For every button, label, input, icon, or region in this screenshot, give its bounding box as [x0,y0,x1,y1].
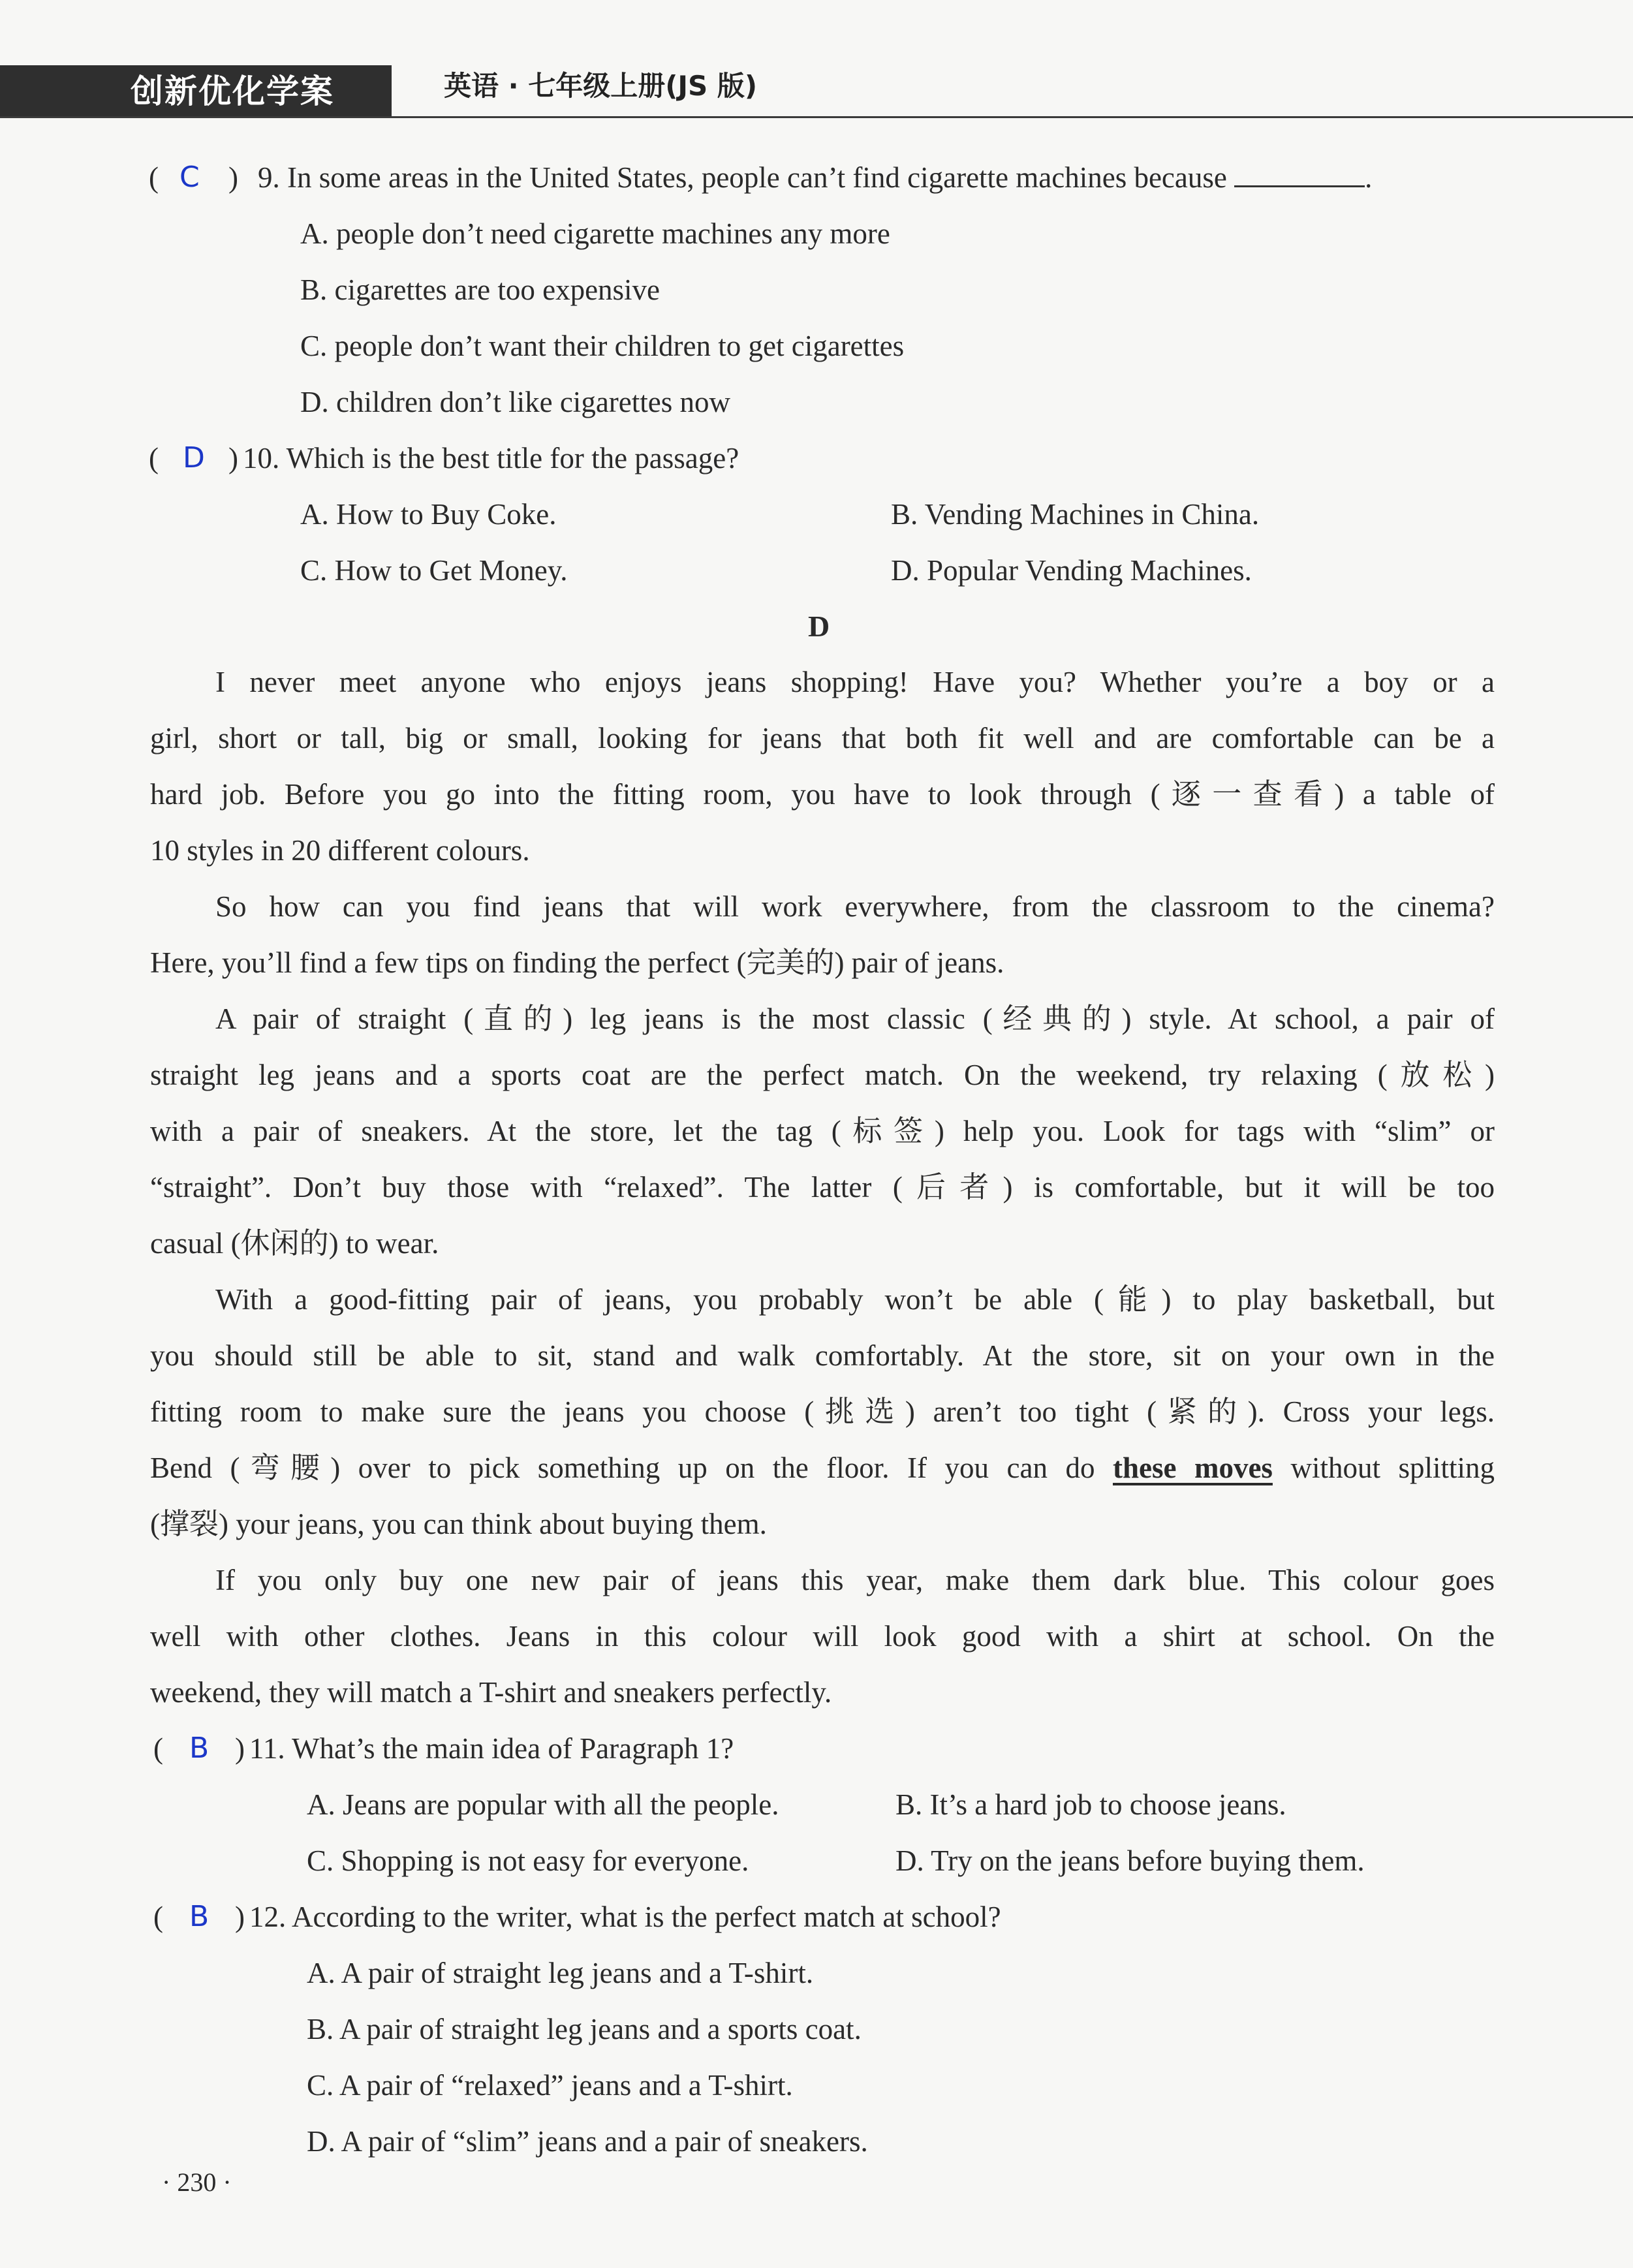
q10-option-b: B. Vending Machines in China. [891,498,1260,531]
passage-line: weekend, they will match a T-shirt and sneakers perfectly. [150,1676,832,1709]
bend-text-end: without splitting [1290,1452,1495,1484]
passage-line: fitting room to make sure the jeans you choose (挑选) aren’t too tight (紧的). Cross your legs. [150,1395,1495,1428]
q12-option-d: D. A pair of “slim” jeans and a pair of sneakers. [307,2125,868,2158]
q9-answer: C [179,161,200,194]
passage-line: Here, you’ll find a few tips on finding the perfect (完美的) pair of jeans. [150,946,1004,979]
passage-line: well with other clothes. Jeans in this colour will look good with a shirt at school. On the [150,1620,1495,1653]
q9-option-b: B. cigarettes are too expensive [300,273,661,306]
q11-stem: 11. What’s the main idea of Paragraph 1? [249,1732,734,1765]
q9-stem-text: 9. In some areas in the United States, people can’t find cigarette machines because [258,161,1227,194]
q10-paren-right: ) [228,442,238,474]
q10-stem: 10. Which is the best title for the passage? [243,442,739,474]
passage-line: A pair of straight (直的) leg jeans is the most classic (经典的) style. At school, a pair of [215,1002,1495,1035]
q9-option-d: D. children don’t like cigarettes now [300,386,730,418]
q9-stem-end: . [1365,161,1373,194]
q11-option-a: A. Jeans are popular with all the people. [307,1788,779,1821]
passage-line: So how can you find jeans that will work everywhere, from the classroom to the cinema? [215,890,1495,923]
q12-option-a: A. A pair of straight leg jeans and a T-shirt. [307,1957,814,1989]
q11-option-c: C. Shopping is not easy for everyone. [307,1844,749,1877]
subject-title: 英语 · 七年级上册(JS 版) [444,70,758,102]
q11-paren-right: ) [235,1732,245,1765]
q11-option-d: D. Try on the jeans before buying them. [895,1844,1365,1877]
q10-answer: D [183,441,205,474]
q9-blank [1234,159,1365,187]
passage-line: with a pair of sneakers. At the store, let the tag (标签) help you. Look for tags with “slim” or [150,1115,1495,1147]
passage-title: D [808,610,830,643]
q12-answer: B [189,1900,210,1933]
q10-paren-left: ( [149,442,159,474]
q9-paren-left: ( [149,161,159,194]
q11-option-b: B. It’s a hard job to choose jeans. [895,1788,1286,1821]
passage-line: “straight”. Don’t buy those with “relaxed”. The latter (后者) is comfortable, but it will be too [150,1171,1495,1204]
q12-option-b: B. A pair of straight leg jeans and a sports coat. [307,2013,862,2045]
passage-line: hard job. Before you go into the fitting room, you have to look through (逐一查看) a table of [150,778,1495,811]
passage-line: I never meet anyone who enjoys jeans shopping! Have you? Whether you’re a boy or a [215,666,1495,698]
bend-text: Bend (弯腰) over to pick something up on the floor. If you can do [150,1452,1095,1484]
q9-option-c: C. people don’t want their children to get cigarettes [300,330,905,362]
q12-paren-right: ) [235,1901,245,1933]
passage-line: If you only buy one new pair of jeans this year, make them dark blue. This colour goes [215,1564,1495,1596]
q12-option-c: C. A pair of “relaxed” jeans and a T-shirt. [307,2069,793,2102]
passage-line: (撑裂) your jeans, you can think about buying them. [150,1508,767,1540]
passage-line: casual (休闲的) to wear. [150,1227,439,1260]
these-moves-underlined: these moves [1112,1452,1273,1484]
passage-line-bend [150,1448,1495,1487]
passage-line: straight leg jeans and a sports coat are the perfect match. On the weekend, try relaxing (放松) [150,1059,1495,1091]
q11-paren-left: ( [153,1732,163,1765]
q10-option-d: D. Popular Vending Machines. [891,554,1252,587]
q10-option-c: C. How to Get Money. [300,554,568,587]
q9-paren-right: ) [228,161,238,194]
page-number: · 230 · [162,2167,232,2197]
passage-line: With a good-fitting pair of jeans, you probably won’t be able (能) to play basketball, but [215,1283,1495,1316]
q12-stem: 12. According to the writer, what is the perfect match at school? [249,1901,1001,1933]
passage-line: you should still be able to sit, stand and walk comfortably. At the store, sit on your own in the [150,1339,1495,1372]
header-rule [0,116,1633,118]
q12-paren-left: ( [153,1901,163,1933]
passage-line: girl, short or tall, big or small, looking for jeans that both fit well and are comfortable can be a [150,722,1495,754]
brand-logo: 创新优化学案 [131,72,334,110]
q9-option-a: A. people don’t need cigarette machines any more [300,217,890,250]
q11-answer: B [189,1732,210,1765]
passage-line: 10 styles in 20 different colours. [150,834,530,867]
q9-stem [258,158,1372,197]
q10-option-a: A. How to Buy Coke. [300,498,557,531]
